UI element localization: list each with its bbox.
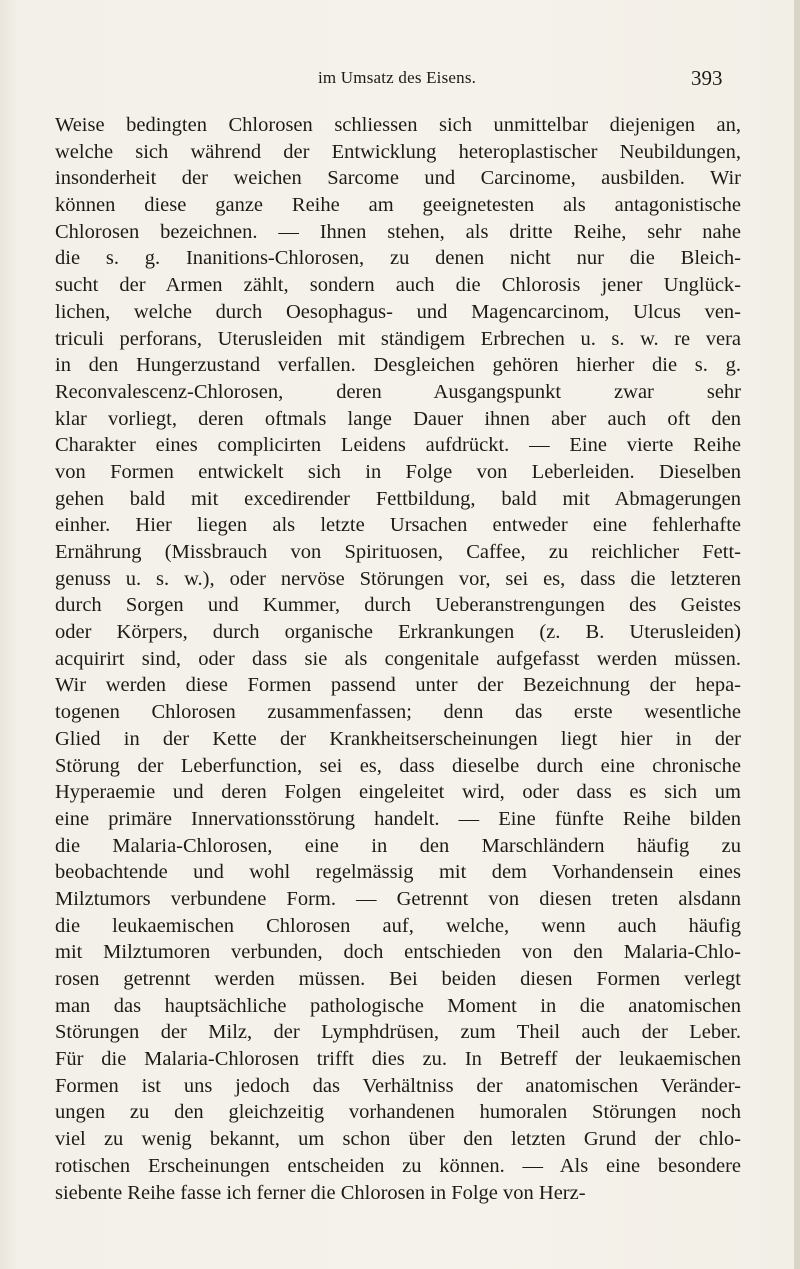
page-number: 393 bbox=[691, 66, 723, 90]
text-line: durch Sorgen und Kummer, durch Ueberanstrengungen des Geistes bbox=[55, 594, 741, 617]
text-line: Weise bedingten Chlorosen schliessen sich unmittelbar diejenigen an, bbox=[55, 114, 741, 136]
text-line: oder Körpers, durch organische Erkrankungen (z. B. Uterusleiden) bbox=[55, 621, 741, 644]
page-edge bbox=[794, 0, 800, 1269]
text-line: einher. Hier liegen als letzte Ursachen entweder eine fehlerhafte bbox=[55, 514, 741, 537]
text-line: Milztumors verbundene Form. — Getrennt von diesen treten alsdann bbox=[55, 887, 741, 910]
text-line: die s. g. Inanitions-Chlorosen, zu denen nicht nur die Bleich- bbox=[55, 247, 741, 270]
text-line: beobachtende und wohl regelmässig mit dem Vorhandensein eines bbox=[55, 861, 741, 884]
text-line: rotischen Erscheinungen entscheiden zu können. — Als eine besondere bbox=[55, 1154, 741, 1177]
text-line: siebente Reihe fasse ich ferner die Chlorosen in Folge von Herz- bbox=[55, 1181, 586, 1204]
page-header bbox=[0, 66, 800, 96]
text-line: Störungen der Milz, der Lymphdrüsen, zum Theil auch der Leber. bbox=[55, 1021, 741, 1044]
text-line: gehen bald mit excedirender Fettbildung, bald mit Abmagerungen bbox=[55, 487, 741, 510]
text-line: Für die Malaria-Chlorosen trifft dies zu. In Betreff der leukaemischen bbox=[55, 1048, 741, 1071]
text-line: Glied in der Kette der Krankheitserscheinungen liegt hier in der bbox=[55, 727, 741, 750]
body-text bbox=[55, 112, 741, 1206]
text-line: acquirirt sind, oder dass sie als congenitale aufgefasst werden müssen. bbox=[55, 647, 741, 670]
text-line: mit Milztumoren verbunden, doch entschieden von den Malaria-Chlo- bbox=[55, 941, 741, 964]
text-line: rosen getrennt werden müssen. Bei beiden diesen Formen verlegt bbox=[55, 968, 741, 990]
text-line: triculi perforans, Uterusleiden mit ständigem Erbrechen u. s. w. re vera bbox=[55, 327, 741, 350]
text-line: sucht der Armen zählt, sondern auch die Chlorosis jener Unglück- bbox=[55, 274, 741, 297]
text-line: lichen, welche durch Oesophagus- und Magencarcinom, Ulcus ven- bbox=[55, 300, 741, 323]
text-line: ungen zu den gleichzeitig vorhandenen humoralen Störungen noch bbox=[55, 1101, 741, 1124]
text-line: klar vorliegt, deren oftmals lange Dauer ihnen aber auch oft den bbox=[55, 407, 741, 430]
text-line: können diese ganze Reihe am geeignetesten als antagonistische bbox=[55, 194, 741, 217]
text-line: Chlorosen bezeichnen. — Ihnen stehen, als dritte Reihe, sehr nahe bbox=[55, 220, 741, 243]
text-line: Wir werden diese Formen passend unter der Bezeichnung der hepa- bbox=[55, 674, 741, 697]
text-line: Formen ist uns jedoch das Verhältniss der anatomischen Veränder- bbox=[55, 1074, 741, 1097]
text-line: genuss u. s. w.), oder nervöse Störungen vor, sei es, dass die letzteren bbox=[55, 567, 741, 590]
text-line: insonderheit der weichen Sarcome und Carcinome, ausbilden. Wir bbox=[55, 167, 741, 190]
text-line: welche sich während der Entwicklung heteroplastischer Neubildungen, bbox=[55, 140, 741, 163]
text-line: Hyperaemie und deren Folgen eingeleitet wird, oder dass es sich um bbox=[55, 781, 741, 804]
text-line: die leukaemischen Chlorosen auf, welche, wenn auch häufig bbox=[55, 914, 741, 937]
text-line: in den Hungerzustand verfallen. Desgleichen gehören hierher die s. g. bbox=[55, 354, 741, 377]
text-line: eine primäre Innervationsstörung handelt. — Eine fünfte Reihe bilden bbox=[55, 807, 741, 830]
text-line: die Malaria-Chlorosen, eine in den Marschländern häufig zu bbox=[55, 834, 741, 857]
text-line: von Formen entwickelt sich in Folge von Leberleiden. Dieselben bbox=[55, 460, 741, 483]
text-line: Ernährung (Missbrauch von Spirituosen, Caffee, zu reichlicher Fett- bbox=[55, 541, 741, 563]
text-line: man das hauptsächliche pathologische Moment in die anatomischen bbox=[55, 994, 741, 1017]
text-line: viel zu wenig bekannt, um schon über den letzten Grund der chlo- bbox=[55, 1128, 741, 1151]
text-line: Reconvalescenz-Chlorosen, deren Ausgangspunkt zwar sehr bbox=[55, 380, 741, 403]
text-line: togenen Chlorosen zusammenfassen; denn das erste wesentliche bbox=[55, 701, 741, 724]
text-line: Störung der Leberfunction, sei es, dass dieselbe durch eine chronische bbox=[55, 754, 741, 777]
text-line: Charakter eines complicirten Leidens aufdrückt. — Eine vierte Reihe bbox=[55, 434, 741, 457]
running-head: im Umsatz des Eisens. bbox=[318, 68, 477, 87]
